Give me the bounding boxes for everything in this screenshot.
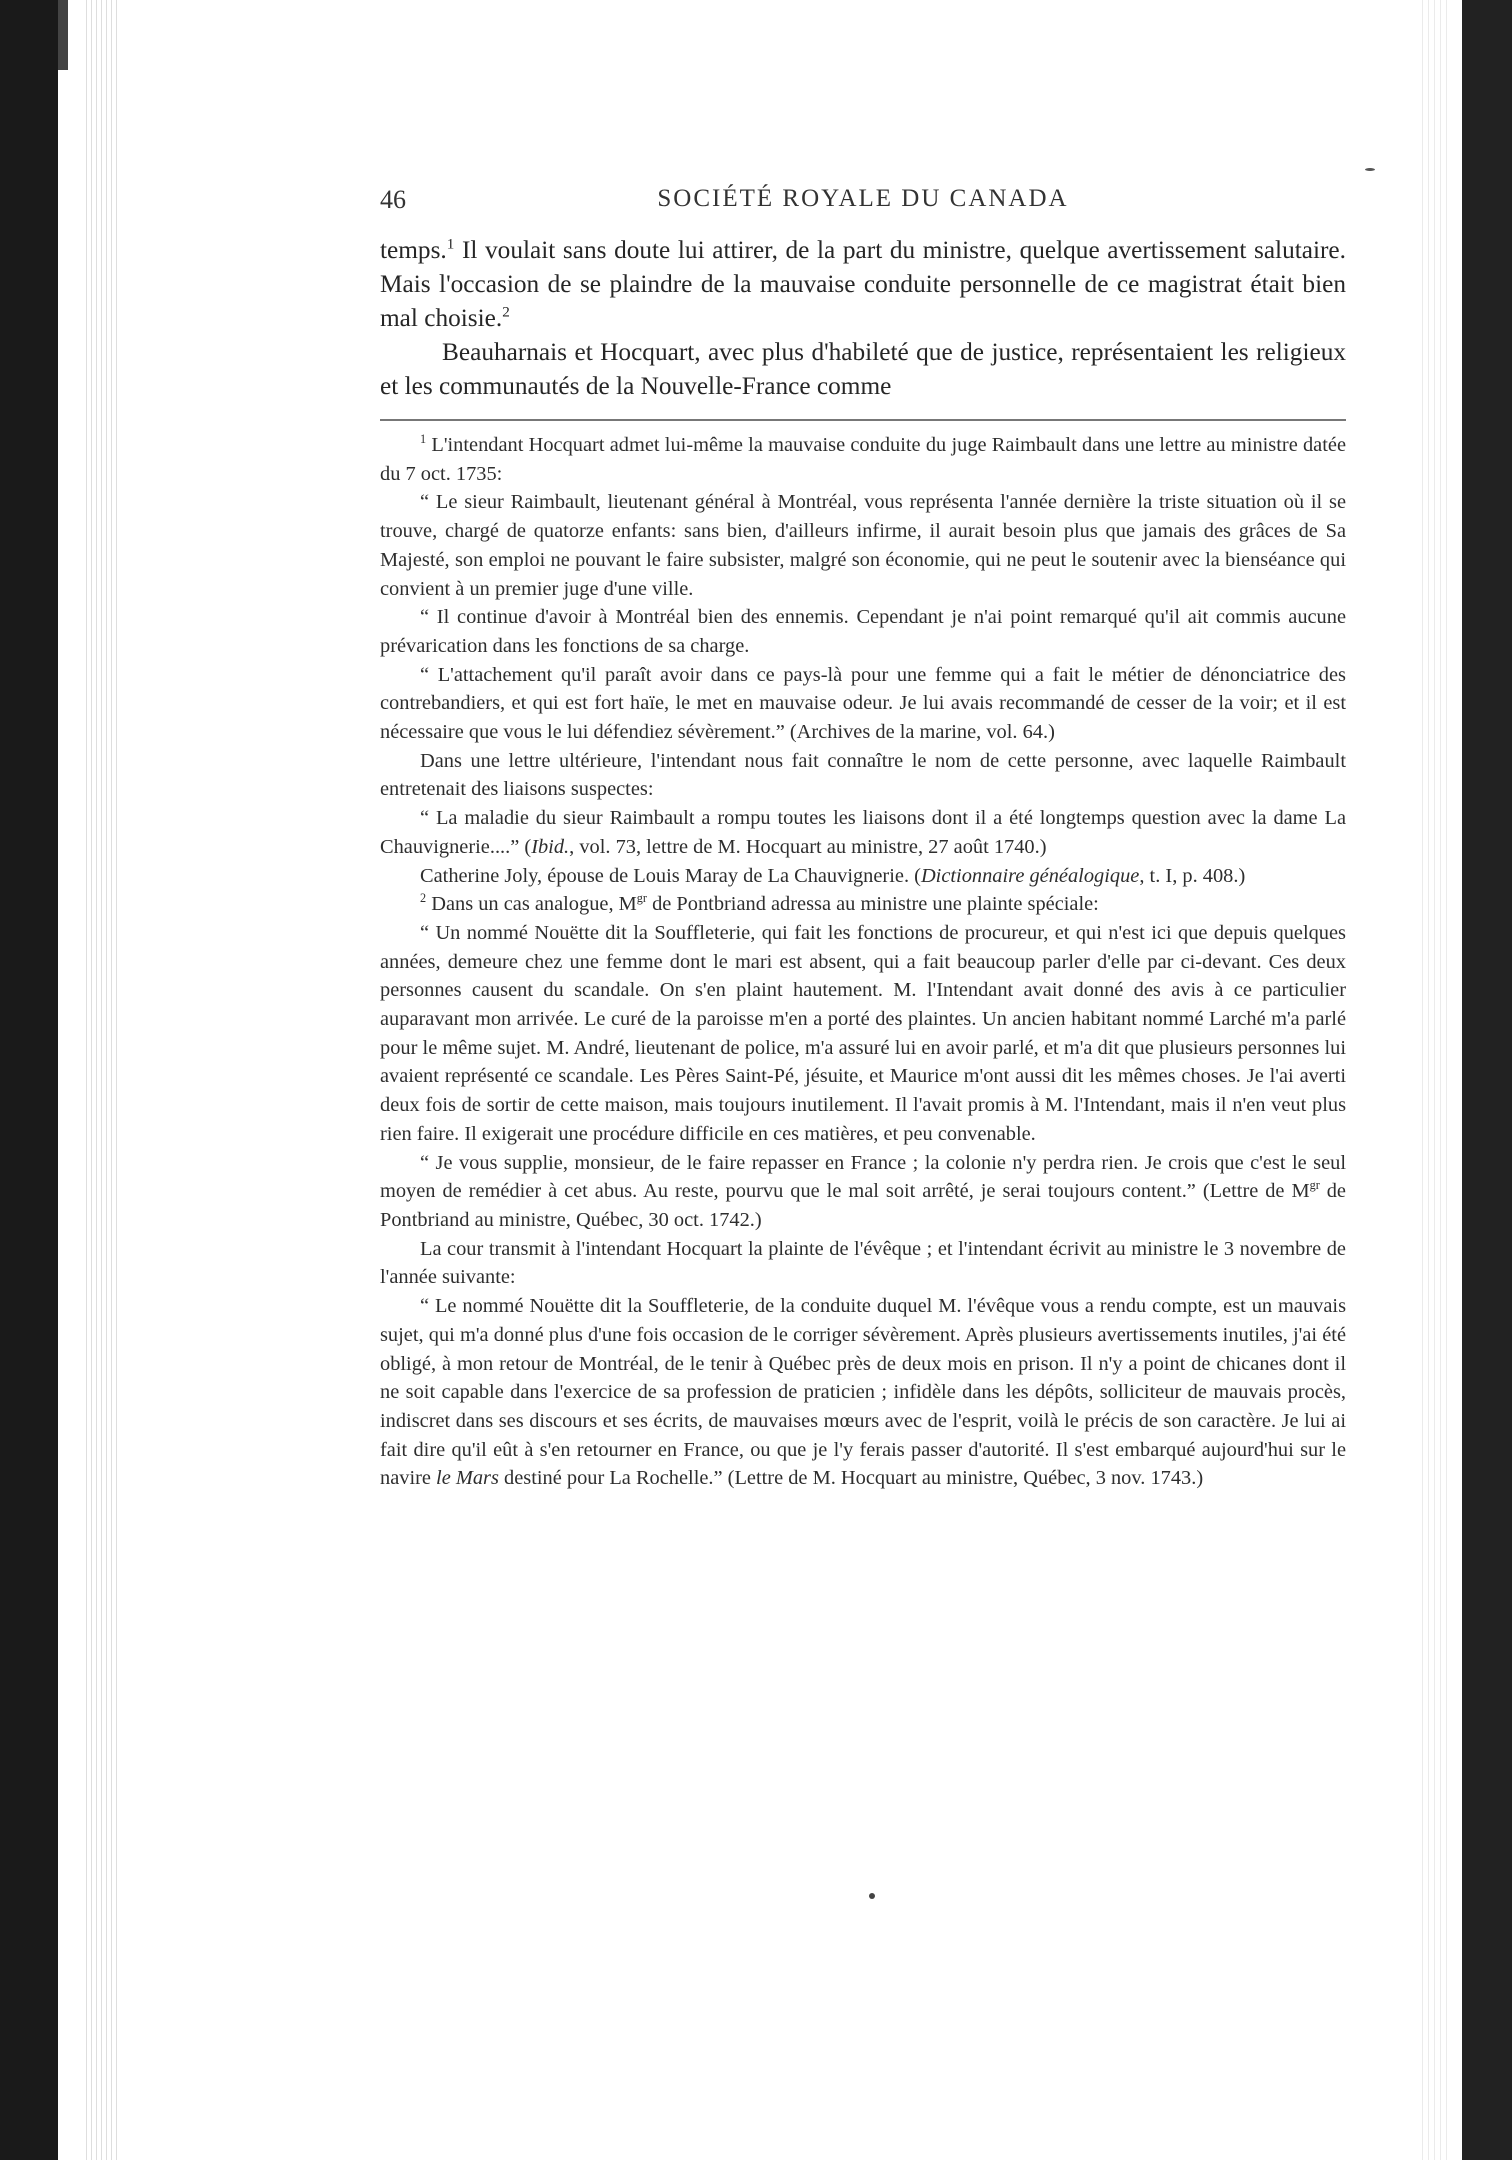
- paragraph-1-part-b: Il voulait sans doute lui attirer, de la part du ministre, quelque avertissement salutaire. Mais l'occasion de se plaindre de la mauvaise conduite personnelle de ce magistrat était bien mal choisie.: [380, 236, 1346, 332]
- quote-6-part-a: “ Je vous supplie, monsieur, de le faire repasser en France ; la colonie n'y perdra rien. Je crois que c'est le seul moyen de remédier à cet abus. Au reste, pourvu que le mal soit arrêté, je serai toujours content.” (Lettre de M: [380, 1151, 1346, 1203]
- footnote-1: [380, 431, 1346, 488]
- paragraph-1: [380, 233, 1346, 335]
- page-number: 46: [380, 185, 406, 214]
- page-end-mark: [869, 1893, 875, 1899]
- footnote-quote-3: “ L'attachement qu'il paraît avoir dans ce pays-là pour une femme qui a fait le métier de dénonciatrice des contrebandiers, et qui est fort haïe, le met en mauvaise odeur. Je lui avais recommandé de cesser de la voir; et il est nécessaire que vous le lui défendiez sévèrement.” (Archives de la marine, vol. 64.): [380, 663, 1346, 744]
- running-header: [380, 185, 1346, 225]
- footnote-ref-1: 1: [446, 235, 455, 253]
- footnote-quote-1: “ Le sieur Raimbault, lieutenant général à Montréal, vous représenta l'année dernière la triste situation où il se trouve, chargé de quatorze enfants: sans bien, d'ailleurs infirme, il aurait besoin plus que jamais des grâces de Sa Majesté, son emploi ne pouvant le faire subsister, malgré son économie, qui ne peut le soutenir avec la bienséance qui convient à un premier juge d'une ville.: [380, 491, 1346, 600]
- footnote-later-letter: Dans une lettre ultérieure, l'intendant nous fait connaître le nom de cette personne, avec laquelle Raimbault entretenait des liaisons suspectes:: [380, 749, 1346, 801]
- footnote-cour: La cour transmit à l'intendant Hocquart la plainte de l'évêque ; et l'intendant écrivit au ministre le 3 novembre de l'année suivante:: [380, 1237, 1346, 1289]
- footnote-2-marker: 2: [420, 891, 427, 906]
- scan-speck: [1365, 168, 1375, 171]
- right-scan-edge: [1462, 0, 1512, 2160]
- main-text: [380, 233, 1346, 403]
- footnote-2-part-a: Dans un cas analogue, M: [426, 893, 637, 916]
- running-title: SOCIÉTÉ ROYALE DU CANADA: [657, 185, 1069, 212]
- catherine-dictionary-title: Dictionnaire généalogique: [920, 864, 1140, 887]
- footnote-1-marker: 1: [420, 432, 427, 447]
- right-edge-lines: [1422, 0, 1452, 2160]
- quote-6-superscript: gr: [1309, 1178, 1320, 1193]
- quote-7-ship-name: le Mars: [436, 1467, 499, 1490]
- footnotes: [380, 431, 1346, 1493]
- footnote-quote-5: “ Un nommé Nouëtte dit la Souffleterie, qui fait les fonctions de procureur, et qui n'est ici que depuis quelques années, demeure chez une femme dont le mari est absent, qui a fait beaucoup parler d'elle par ci-devant. Ces deux personnes causent du scandale. On s'en plaint hautement. M. l'Intendant avait donné des avis à ce particulier auparavant mon arrivée. Le curé de la paroisse m'en a porté des plaintes. Un ancien habitant nommé Larché m'a parlé pour le même sujet. M. André, lieutenant de police, m'a assuré lui en avoir parlé, et m'a dit que plusieurs personnes lui avaient représenté ce scandale. Les Pères Saint-Pé, jésuite, et Maurice m'ont aussi dit les mêmes choses. Je l'ai averti deux fois de sortir de cette maison, mais toujours inutilement. Il l'avait promis à M. l'Intendant, mais il n'en veut plus rien faire. Il exigerait une procédure difficile en ces matières, et peu convenable.: [380, 921, 1346, 1145]
- left-binding-edge: [0, 0, 58, 2160]
- footnote-quote-7: [380, 1292, 1346, 1493]
- quote-4-part-a: “ La maladie du sieur Raimbault a rompu toutes les liaisons dont il a été longtemps question avec la dame La Chauvignerie....” (: [380, 807, 1346, 858]
- footnote-quote-6: [380, 1149, 1346, 1235]
- page-stack-lines: [86, 0, 120, 2160]
- footnote-1-text: L'intendant Hocquart admet lui-même la mauvaise conduite du juge Raimbault dans une lettre au ministre datée du 7 oct. 1735:: [380, 434, 1346, 485]
- catherine-part-b: , t. I, p. 408.): [1139, 864, 1246, 887]
- footnote-2-part-b: de Pontbriand adressa au ministre une plainte spéciale:: [646, 893, 1099, 916]
- quote-4-part-b: , vol. 73, lettre de M. Hocquart au ministre, 27 août 1740.): [569, 835, 1047, 858]
- paragraph-2: Beauharnais et Hocquart, avec plus d'habileté que de justice, représentaient les religieux et les communautés de la Nouvelle-France comme: [380, 338, 1346, 400]
- left-binding-gap: [58, 0, 68, 70]
- quote-4-ibid: Ibid.: [531, 835, 570, 858]
- footnote-ref-2: 2: [502, 303, 510, 321]
- footnote-quote-4: [380, 804, 1346, 861]
- quote-7-part-b: destiné pour La Rochelle.” (Lettre de M. Hocquart au ministre, Québec, 3 nov. 1743.): [498, 1467, 1204, 1490]
- footnote-2: [380, 890, 1346, 919]
- footnote-2-superscript: gr: [636, 891, 647, 906]
- catherine-part-a: Catherine Joly, épouse de Louis Maray de La Chauvignerie. (: [420, 864, 921, 887]
- footnote-catherine: [380, 862, 1346, 891]
- book-page: [380, 185, 1346, 1493]
- quote-7-part-a: “ Le nommé Nouëtte dit la Souffleterie, de la conduite duquel M. l'évêque vous a rendu compte, est un mauvais sujet, qui m'a donné plus d'une fois occasion de le corriger sévèrement. Après plusieurs avertissements inutiles, j'ai été obligé, à mon retour de Montréal, de le tenir à Québec près de deux mois en prison. Il n'y a point de chicanes dont il ne soit capable dans l'exercice de sa profession de praticien ; infidèle dans les dépôts, solliciteur de mauvais procès, indiscret dans ses discours et ses écrits, de mauvaises mœurs avec de l'esprit, voilà le précis de son caractère. Je lui ai fait dire qu'il eût à s'en retourner en France, ou que je l'y ferais passer d'autorité. Il s'est embarqué aujourd'hui sur le navire: [380, 1295, 1346, 1490]
- footnote-quote-2: “ Il continue d'avoir à Montréal bien des ennemis. Cependant je n'ai point remarqué qu'il ait commis aucune prévarication dans les fonctions de sa charge.: [380, 606, 1346, 657]
- paragraph-1-part-a: temps.: [380, 236, 447, 264]
- quote-6-part-b: de Pontbriand au ministre, Québec, 30 oct. 1742.): [380, 1180, 1346, 1231]
- footnote-rule: [380, 419, 1346, 421]
